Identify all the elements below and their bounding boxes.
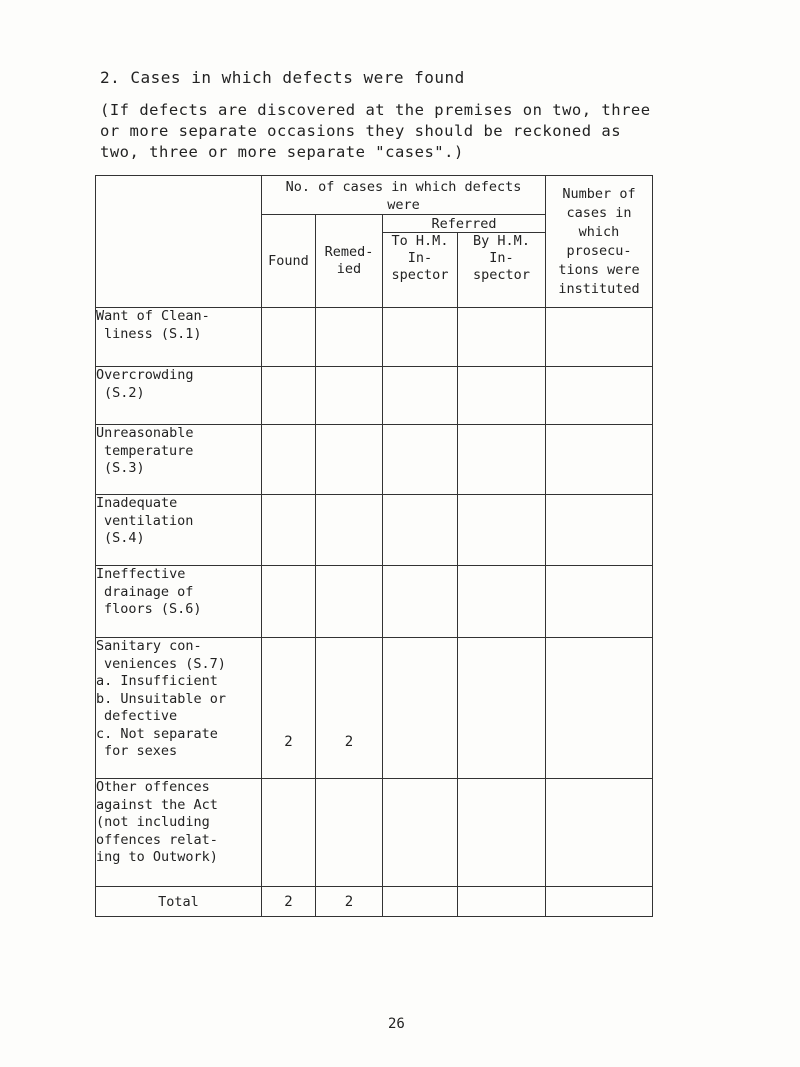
label-line: a. Insufficient (96, 673, 218, 689)
found-cell (262, 495, 316, 566)
row-label-drainage (96, 566, 262, 638)
row-label-sanitary (96, 638, 262, 779)
total-to-hm-cell (383, 887, 458, 917)
remedied-header (316, 215, 383, 308)
row-label-cleanliness (96, 308, 262, 367)
by-hm-cell (458, 308, 546, 367)
total-row (96, 887, 653, 917)
label-line: c. Not separate (96, 725, 218, 742)
header-line: To H.M. (391, 233, 449, 249)
total-by-hm-cell (458, 887, 546, 917)
header-line: ied (336, 261, 362, 277)
defects-header-blank (96, 176, 262, 308)
label-line: offences relat- (96, 831, 218, 848)
header-line: In- (407, 250, 433, 266)
total-label: Total (96, 887, 262, 917)
by-hm-cell (458, 779, 546, 887)
to-hm-cell (383, 638, 458, 779)
label-line: liness (S.1) (104, 325, 202, 342)
label-line: Inadequate (96, 495, 178, 511)
referred-header: Referred (383, 215, 546, 233)
table-row (96, 308, 653, 367)
label-line: against the Act (96, 796, 218, 813)
to-hm-inspector-header (383, 233, 458, 308)
header-line: No. of cases in which defects (285, 179, 522, 195)
section-heading: 2. Cases in which defects were found (100, 68, 465, 87)
total-prosecutions-cell (546, 887, 653, 917)
label-line: (S.2) (104, 384, 145, 401)
row-label-ventilation (96, 495, 262, 566)
by-hm-cell (458, 495, 546, 566)
found-cell (262, 367, 316, 425)
by-hm-cell (458, 638, 546, 779)
prosecutions-cell (546, 367, 653, 425)
label-line: defective (104, 708, 178, 724)
found-cell (262, 308, 316, 367)
remedied-cell (316, 308, 383, 367)
remedied-cell (316, 367, 383, 425)
prosecutions-cell (546, 566, 653, 638)
header-line: By H.M. (473, 233, 530, 249)
label-line: (not including (96, 814, 210, 830)
prosecutions-cell (546, 308, 653, 367)
to-hm-cell (383, 425, 458, 495)
row-label-overcrowding (96, 367, 262, 425)
header-line: Number of (562, 185, 636, 202)
by-hm-cell (458, 425, 546, 495)
label-line: for sexes (104, 743, 178, 759)
note-line: (If defects are discovered at the premises on two, three (100, 101, 651, 119)
label-line: Overcrowding (96, 367, 194, 383)
found-cell: 2 (262, 638, 316, 779)
header-line: spector (391, 267, 449, 283)
table-row (96, 779, 653, 887)
prosecutions-cell (546, 495, 653, 566)
by-hm-cell (458, 566, 546, 638)
label-line: veniences (S.7) (104, 655, 226, 672)
label-line: temperature (104, 442, 194, 459)
table-row (96, 566, 653, 638)
prosecutions-cell (546, 638, 653, 779)
label-line: b. Unsuitable or (96, 690, 227, 707)
label-line: (S.3) (104, 460, 145, 476)
table-row (96, 425, 653, 495)
found-cell (262, 425, 316, 495)
header-line: spector (473, 267, 530, 283)
remedied-cell (316, 779, 383, 887)
label-line: Sanitary con- (96, 638, 202, 654)
by-hm-inspector-header (458, 233, 546, 308)
to-hm-cell (383, 779, 458, 887)
found-cell (262, 779, 316, 887)
remedied-cell (316, 495, 383, 566)
total-found-cell: 2 (262, 887, 316, 917)
label-line: Want of Clean- (96, 308, 210, 324)
header-line: instituted (558, 280, 640, 297)
by-hm-cell (458, 367, 546, 425)
header-line: tions were (558, 261, 640, 278)
label-line: Ineffective (96, 566, 186, 582)
header-line: cases in (566, 204, 632, 221)
row-label-other-offences (96, 779, 262, 887)
to-hm-cell (383, 495, 458, 566)
to-hm-cell (383, 566, 458, 638)
header-line: which (578, 223, 620, 240)
explanatory-note (100, 100, 700, 163)
row-label-temperature (96, 425, 262, 495)
label-line: ing to Outwork) (96, 849, 218, 865)
table-row (96, 495, 653, 566)
prosecutions-cell (546, 779, 653, 887)
note-line: two, three or more separate "cases".) (100, 143, 464, 161)
prosecutions-header (546, 176, 653, 308)
to-hm-cell (383, 308, 458, 367)
remedied-cell (316, 566, 383, 638)
found-header: Found (262, 215, 316, 308)
label-line: ventilation (104, 512, 194, 529)
total-remedied-cell: 2 (316, 887, 383, 917)
note-line: or more separate occasions they should be reckoned as (100, 122, 622, 140)
label-line: floors (S.6) (104, 601, 202, 617)
header-line: Remed- (324, 244, 374, 260)
cases-group-header (262, 176, 546, 215)
table-row (96, 367, 653, 425)
page-number: 26 (388, 1016, 405, 1032)
table-row (96, 638, 653, 779)
label-line: (S.4) (104, 530, 145, 546)
label-line: Other offences (96, 779, 210, 795)
prosecutions-cell (546, 425, 653, 495)
header-line: In- (489, 250, 514, 266)
remedied-cell: 2 (316, 638, 383, 779)
defects-table (95, 175, 653, 917)
label-line: Unreasonable (96, 425, 194, 441)
header-line: prosecu- (566, 242, 632, 259)
header-line: were (387, 197, 420, 213)
remedied-cell (316, 425, 383, 495)
found-cell (262, 566, 316, 638)
label-line: drainage of (104, 583, 194, 600)
to-hm-cell (383, 367, 458, 425)
